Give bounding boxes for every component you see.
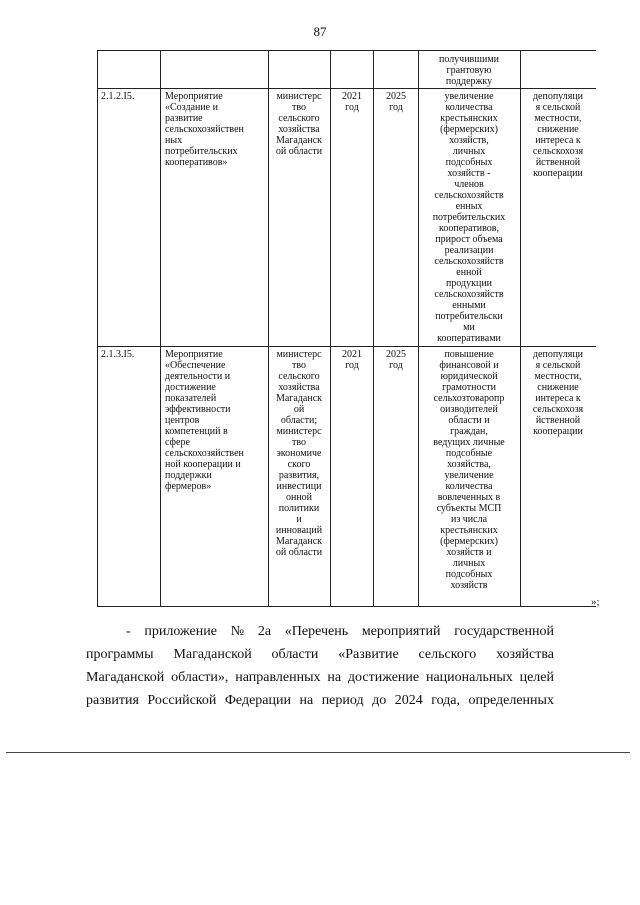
responsible-executor: министерс тво сельского хозяйства Магаданск ой области	[275, 91, 323, 157]
expected-result: повышение финансовой и юридической грамотности сельхозтоваропр оизводителей области и граждан, ведущих личные подсобные хозяйства, увеличение количества вовлеченных в субъекты МСП из числа крестьянских (фермерских) хозяйств и личных подсобных хозяйств	[433, 349, 505, 591]
measures-table	[97, 50, 596, 607]
paragraph-word: Магаданской	[173, 647, 252, 662]
paragraph-word: государственной	[454, 624, 554, 639]
paragraph-word: года,	[431, 693, 461, 708]
table-border-bottom	[97, 606, 596, 607]
responsible-executor: министерс тво сельского хозяйства Магаданск ой области; министерс тво экономиче ского развития, инвестици онной политики и инноваций Магаданск ой области	[275, 349, 323, 558]
paragraph-word: №	[230, 624, 245, 639]
paragraph-word: на	[327, 670, 342, 685]
paragraph-word: мероприятий	[361, 624, 441, 639]
paragraph-word: «Перечень	[284, 624, 349, 639]
paragraph-line	[86, 666, 554, 689]
column-divider	[373, 50, 374, 607]
paragraph-word: достижение	[347, 670, 420, 685]
measure-name: Мероприятие «Создание и развитие сельскохозяйствен ных потребительских кооперативов»	[165, 91, 244, 168]
paragraph-word: «Развитие	[338, 647, 399, 662]
paragraph-word: программы	[86, 647, 154, 662]
paragraph-word: до	[372, 693, 387, 708]
non-implementation-consequences: депопуляци я сельской местности, снижение интереса к сельскохозя йственной кооперации	[532, 91, 584, 179]
paragraph-word: сельского	[418, 647, 477, 662]
paragraph-line	[86, 689, 554, 712]
column-divider	[97, 50, 98, 607]
paragraph-word: определенных	[468, 693, 554, 708]
paragraph-line	[86, 620, 554, 643]
expected-result: увеличение количества крестьянских (фермерских) хозяйств, личных подсобных хозяйств - членов сельскохозяйств енных потребительских кооперативов, прирост объема реализации сельскохозяйств енной продукции сельскохозяйств енными потребительски ми кооперативами	[432, 91, 506, 344]
non-implementation-consequences: депопуляци я сельской местности, снижение интереса к сельскохозя йственной кооперации	[532, 349, 584, 437]
paragraph-word: развития	[86, 693, 139, 708]
table-border-top	[97, 50, 596, 51]
measure-name: Мероприятие «Обеспечение деятельности и достижение показателей эффективности центров компетенций в сфере сельскохозяйствен ной кооперации и поддержки фермеров»	[165, 349, 244, 492]
paragraph-word: период	[321, 693, 364, 708]
paragraph-word: 2а	[257, 624, 272, 639]
footer-rule	[6, 752, 630, 753]
paragraph-word: хозяйства	[496, 647, 554, 662]
paragraph-word: направленных	[235, 670, 321, 685]
paragraph-line	[86, 643, 554, 666]
continuation-result-text: получившими грантовую поддержку	[438, 54, 500, 87]
paragraph-word: Магаданской	[86, 670, 165, 685]
paragraph-word: целей	[519, 670, 554, 685]
page-number: 87	[313, 24, 327, 39]
paragraph-word: Российской	[147, 693, 217, 708]
end-year: 2025 год	[386, 349, 406, 371]
paragraph-word: области	[271, 647, 319, 662]
row-code: 2.1.2.I5.	[101, 91, 135, 102]
start-year: 2021 год	[342, 349, 362, 371]
closing-mark: »;	[591, 596, 600, 608]
row-divider	[97, 88, 596, 89]
paragraph-word: -	[126, 624, 131, 639]
paragraph-word: приложение	[144, 624, 217, 639]
row-code: 2.1.3.I5.	[101, 349, 135, 360]
body-paragraph	[86, 620, 554, 712]
end-year: 2025 год	[386, 91, 406, 113]
column-divider	[160, 50, 161, 607]
paragraph-word: Федерации	[224, 693, 291, 708]
column-divider	[330, 50, 331, 607]
paragraph-word: национальных	[425, 670, 513, 685]
start-year: 2021 год	[342, 91, 362, 113]
paragraph-word: на	[299, 693, 314, 708]
row-divider	[97, 346, 596, 347]
paragraph-word: 2024	[394, 693, 423, 708]
paragraph-word: области»,	[171, 670, 229, 685]
